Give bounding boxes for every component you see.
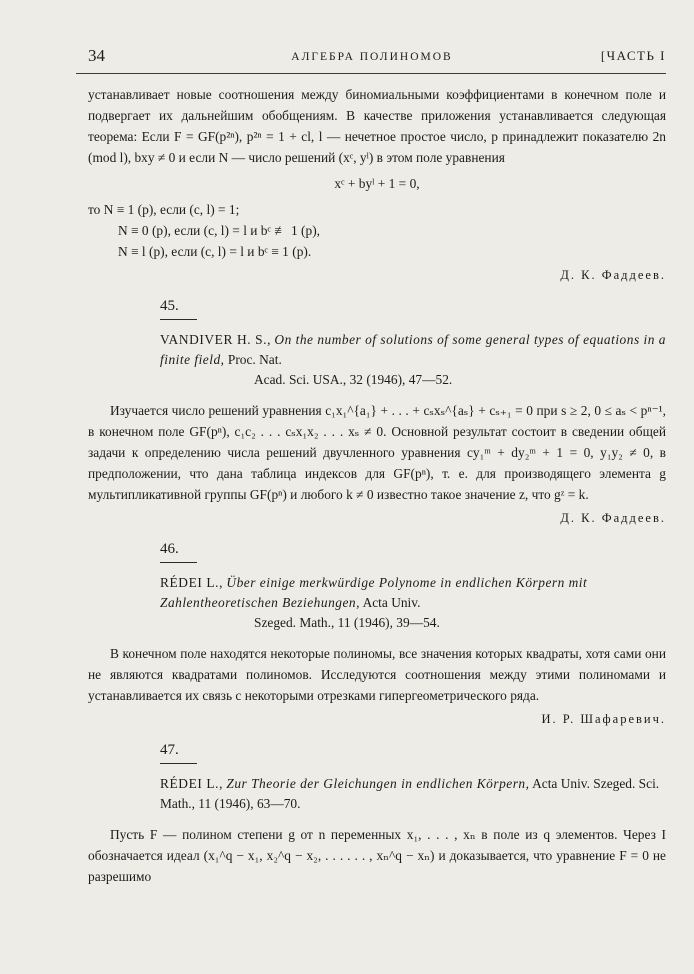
entry-publication-cont: Szeged. Math., 11 (1946), 39—54. [254, 615, 440, 630]
running-title: АЛГЕБРА ПОЛИНОМОВ [291, 51, 453, 63]
entry-publication-cont: Acad. Sci. USA., 32 (1946), 47—52. [254, 372, 453, 387]
entry-publication: Acta Univ. [362, 595, 421, 610]
entry-abstract: Изучается число решений уравнения c₁x₁^{a₁} + . . . + cₛxₛ^{aₛ} + cₛ₊₁ = 0 при s ≥ 2, 0 ≤ aₛ < pⁿ⁻¹, в конечном поле GF(pⁿ), c₁c₂ . . . cₛx₁x₂ . . . xₛ ≠ 0. Основной результат состоит в сведении общей задачи к определению числа решений двучленного уравнения cy₁ᵐ + dy₂ᵐ + 1 = 0, y₁y₂ ≠ 0, в предположении, что дана таблица индексов для GF(pⁿ), т. е. для производящего элемента g мультипликативной группы GF(pⁿ) и любого k ≠ 0 известно такое значение z, что gᶻ = k. [88, 403, 666, 502]
page-content [88, 84, 666, 887]
header-rule [76, 73, 666, 74]
entry-reference [160, 330, 680, 390]
entry-reference [160, 774, 680, 814]
running-header [78, 46, 666, 70]
entry-number: 45. [160, 296, 197, 320]
entry-author: RÉDEI L., [160, 575, 224, 590]
entry-number: 46. [160, 539, 197, 563]
entry-abstract: Пусть F — полином степени g от n переменных x₁, . . . , xₙ в поле из q элементов. Через I обозначается идеал (x₁^q − x₁, x₂^q − x₂, . . . . . . , xₙ^q − xₙ) и доказывается, что уравнение F = 0 не разрешимо [88, 827, 666, 884]
page-number: 34 [88, 46, 105, 65]
entry-publication: Proc. Nat. [227, 352, 282, 367]
entry-45 [88, 290, 666, 529]
entry-title: Über einige merkwürdige Polynome in endlichen Körpern mit Zahlentheoretischen Beziehungen, [160, 575, 588, 610]
intro-equation: xᶜ + byˡ + 1 = 0, [334, 176, 420, 191]
intro-condition-2: N ≡ 0 (p), если (c, l) = l и bᶜ ≢ 1 (p), [118, 223, 321, 238]
entry-signature: Д. К. Фаддеев. [560, 511, 666, 525]
entry-reference [160, 573, 680, 633]
entry-title: On the number of solutions of some general types of equations in a finite field, [160, 332, 666, 367]
intro-condition-1: то N ≡ 1 (p), если (c, l) = 1; [88, 202, 240, 217]
entry-47 [88, 734, 666, 887]
entry-signature: И. Р. Шафаревич. [541, 712, 666, 726]
entry-publication: Acta Univ. Szeged. Sci. Math., 11 (1946), 63—70. [160, 776, 660, 811]
entry-46 [88, 533, 666, 730]
entry-title: Zur Theorie der Gleichungen in endlichen Körpern, [226, 776, 530, 791]
entry-author: RÉDEI L., [160, 776, 224, 791]
intro-condition-3: N ≡ l (p), если (c, l) = l и bᶜ ≡ 1 (p). [118, 244, 312, 259]
intro-signature: Д. К. Фаддеев. [560, 268, 666, 282]
part-label: [ЧАСТЬ I [600, 48, 666, 63]
entry-number: 47. [160, 740, 197, 764]
intro-paragraph: устанавливает новые соотношения между биномиальными коэффициентами в конечном поле и подвергает их дальнейшим обобщениям. В качестве приложения устанавливается следующая теорема: Если F = GF(p²ⁿ), p²ⁿ = 1 + cl, l — нечетное простое число, p принадлежит показателю 2n (mod l), bxy ≠ 0 и если N — число решений (xᶜ, yˡ) в этом поле уравнения [88, 87, 666, 165]
entry-abstract: В конечном поле находятся некоторые полиномы, все значения которых квадраты, хотя сами они не являются квадратами полиномов. Исследуются соотношения между этими полиномами и устанавливается их связь с некоторыми отрезками гипергеометрического ряда. [88, 646, 666, 703]
entry-author: VANDIVER H. S., [160, 332, 272, 347]
